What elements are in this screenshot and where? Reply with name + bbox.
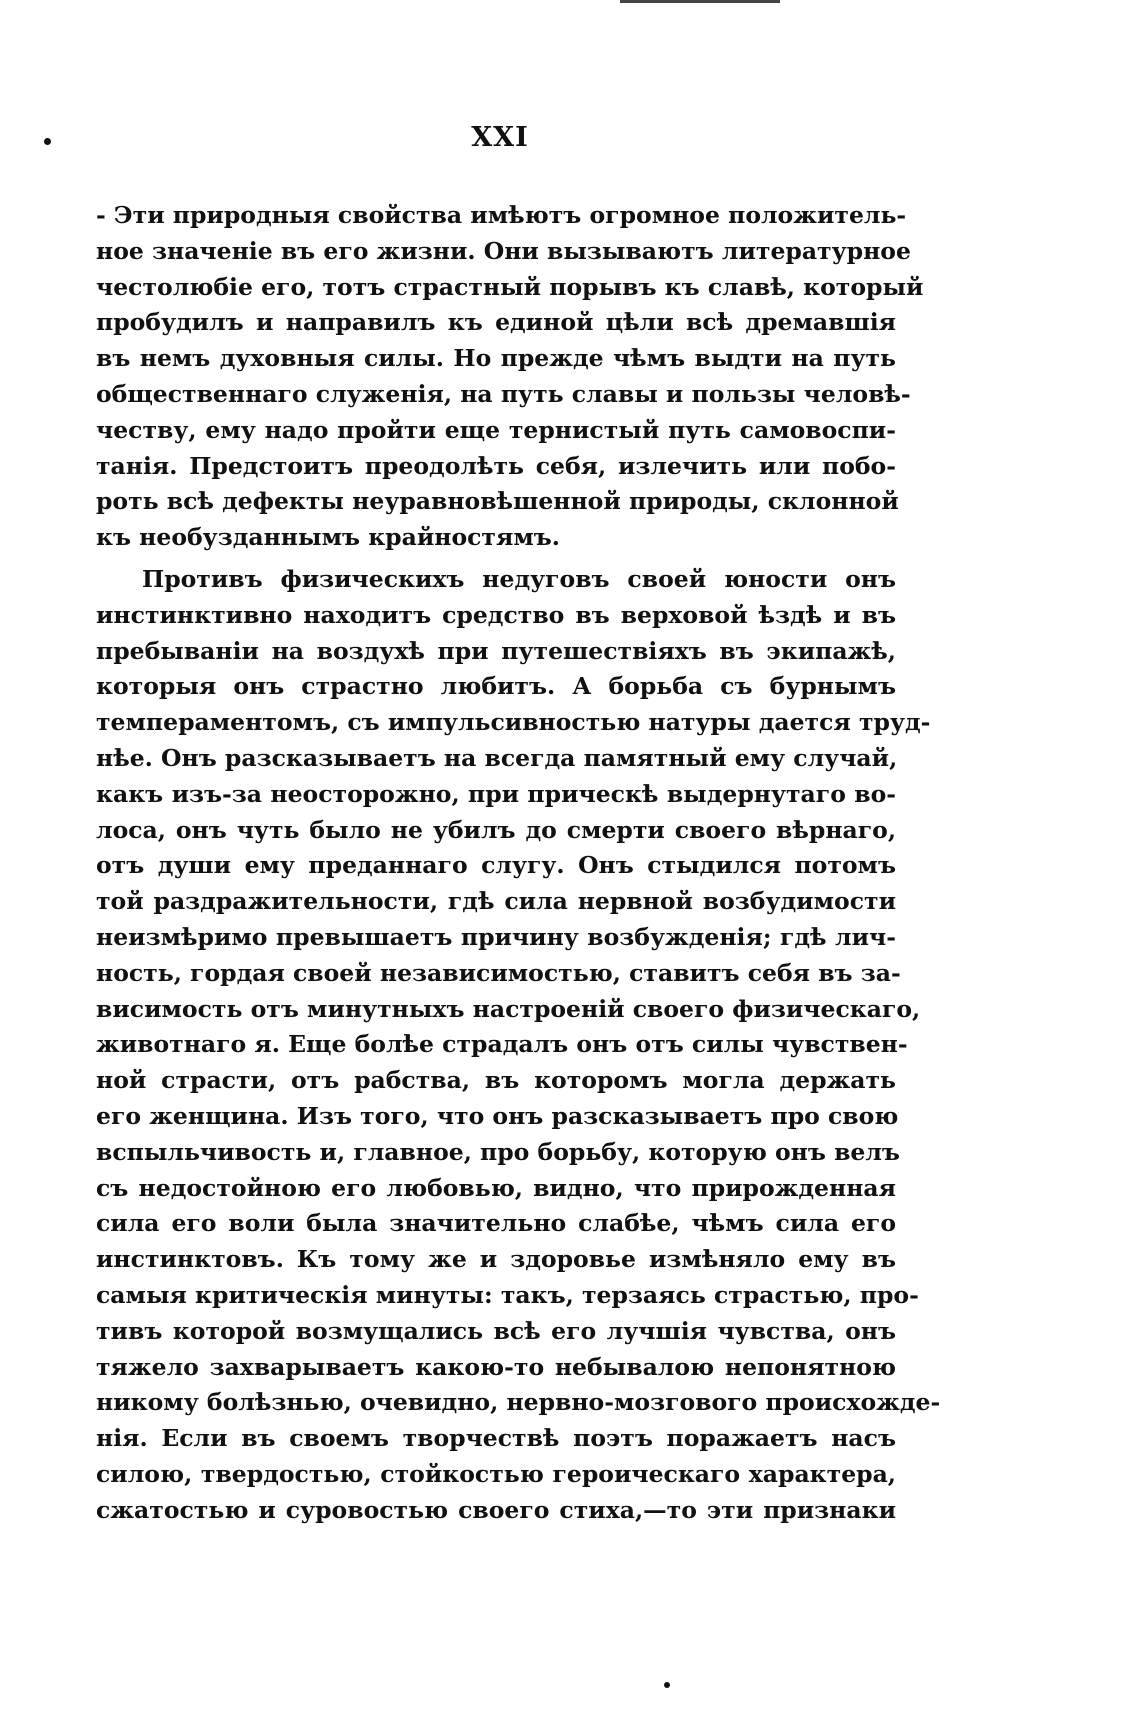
text-line: - Эти природныя свойства имѣютъ огромное положитель- bbox=[96, 201, 907, 229]
text-line: силою, твердостью, стойкостью героическаго характера, bbox=[96, 1459, 896, 1488]
text-line: тяжело захварываетъ какою-то небывалою непонятною bbox=[96, 1352, 896, 1381]
text-line: какъ изъ-за неосторожно, при прическѣ выдернутаго во- bbox=[96, 779, 896, 808]
scan-artifact-line bbox=[620, 0, 780, 3]
text-line: инстинктивно находитъ средство въ верховой ѣздѣ и въ bbox=[96, 600, 896, 629]
text-line: темпераментомъ, съ импульсивностью натуры дается труд- bbox=[96, 708, 931, 737]
page-number: XXI bbox=[471, 122, 529, 153]
text-line: роть всѣ дефекты неуравновѣшенной природы, склонной bbox=[96, 487, 899, 516]
text-line: Противъ физическихъ недуговъ своей юности онъ bbox=[142, 564, 896, 593]
text-line: общественнаго служенія, на путь славы и пользы человѣ- bbox=[96, 379, 911, 408]
body-text bbox=[96, 198, 941, 1528]
text-line: неизмѣримо превышаетъ причину возбужденія; гдѣ лич- bbox=[96, 922, 896, 951]
text-line: его женщина. Изъ того, что онъ разсказываетъ про свою bbox=[96, 1101, 899, 1130]
text-line: висимость отъ минутныхъ настроеній своего физическаго, bbox=[96, 994, 921, 1023]
paragraph-1 bbox=[96, 198, 924, 556]
paragraph-2 bbox=[96, 562, 941, 1529]
text-line: никому болѣзнью, очевидно, нервно-мозгового происхожде- bbox=[96, 1388, 941, 1417]
text-line: въ немъ духовныя силы. Но прежде чѣмъ выдти на путь bbox=[96, 344, 896, 373]
text-line: къ необузданнымъ крайностямъ. bbox=[96, 523, 560, 552]
text-line: честолюбіе его, тотъ страстный порывъ къ славѣ, который bbox=[96, 272, 924, 301]
text-line: ность, гордая своей независимостью, ставитъ себя въ за- bbox=[96, 958, 901, 987]
text-line: инстинктовъ. Къ тому же и здоровье измѣняло ему въ bbox=[96, 1245, 896, 1274]
text-line: ной страсти, отъ рабства, въ которомъ могла держать bbox=[96, 1066, 896, 1095]
text-line: нія. Если въ своемъ творчествѣ поэтъ поражаетъ насъ bbox=[96, 1424, 896, 1453]
text-line: отъ души ему преданнаго слугу. Онъ стыдился потомъ bbox=[96, 851, 896, 880]
text-line: тивъ которой возмущались всѣ его лучшія чувства, онъ bbox=[96, 1316, 896, 1345]
text-line: той раздражительности, гдѣ сила нервной возбудимости bbox=[96, 887, 896, 916]
text-line: съ недостойною его любовью, видно, что прирожденная bbox=[96, 1173, 896, 1202]
text-line: вспыльчивость и, главное, про борьбу, которую онъ велъ bbox=[96, 1137, 900, 1166]
text-line: нѣе. Онъ разсказываетъ на всегда памятный ему случай, bbox=[96, 743, 898, 772]
text-line: сжатостью и суровостью своего стиха,—то эти признаки bbox=[96, 1495, 896, 1524]
text-line: животнаго я. Еще болѣе страдалъ онъ отъ силы чувствен- bbox=[96, 1030, 908, 1059]
text-line: танія. Предстоитъ преодолѣть себя, излечить или побо- bbox=[96, 451, 896, 480]
text-line: пребываніи на воздухѣ при путешествіяхъ въ экипажѣ, bbox=[96, 636, 896, 665]
text-line: самыя критическія минуты: такъ, терзаясь страстью, про- bbox=[96, 1280, 919, 1309]
text-line: сила его воли была значительно слабѣе, чѣмъ сила его bbox=[96, 1209, 896, 1238]
text-line: честву, ему надо пройти еще тернистый путь самовоспи- bbox=[96, 415, 896, 444]
text-line: ное значеніе въ его жизни. Они вызываютъ литературное bbox=[96, 236, 911, 265]
text-line: которыя онъ страстно любитъ. А борьба съ бурнымъ bbox=[96, 672, 896, 701]
scan-artifact-dot bbox=[664, 1682, 670, 1688]
text-line: пробудилъ и направилъ къ единой цѣли всѣ дремавшія bbox=[96, 308, 896, 337]
text-line: лоса, онъ чуть было не убилъ до смерти своего вѣрнаго, bbox=[96, 815, 896, 844]
